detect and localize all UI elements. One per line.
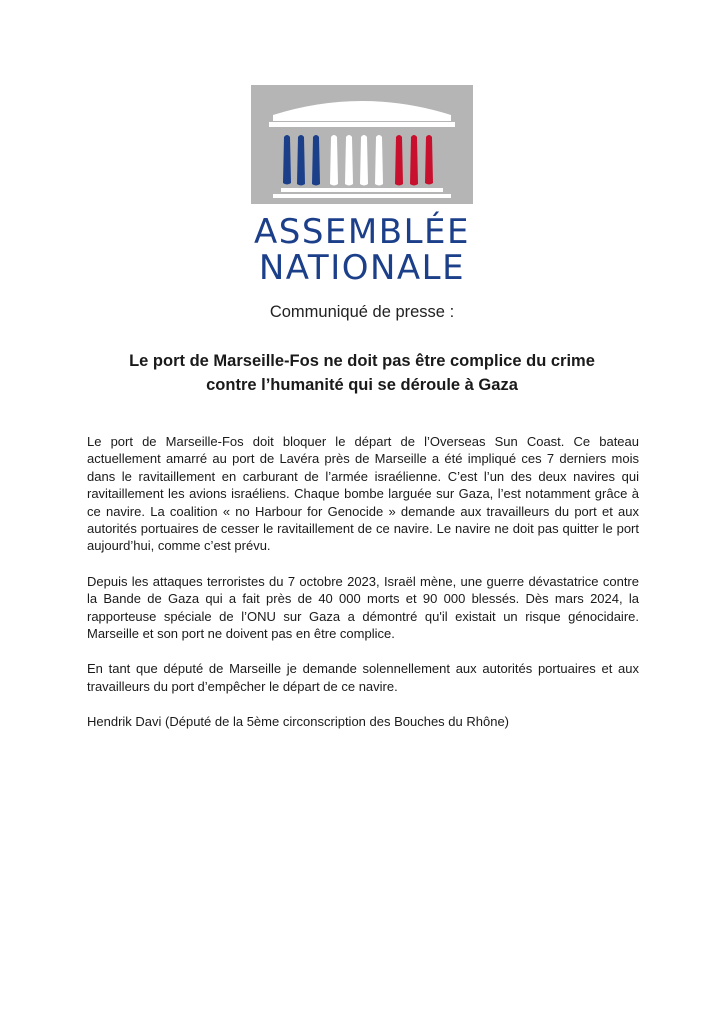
- body-paragraph-2: Depuis les attaques terroristes du 7 octobre 2023, Israël mène, une guerre dévastatrice contre la Bande de Gaza qui a fait près de 40 000 morts et 90 000 blessés. Dès mars 2024, la rapporteuse spéciale de l’ONU sur Gaza a démontré qu'il existait un risque génocidaire. Marseille et son port ne doivent pas en être complice.: [87, 573, 639, 642]
- assemblee-nationale-logo: [251, 85, 473, 288]
- press-release-body: [87, 433, 639, 749]
- title-line-2: contre l’humanité qui se déroule à Gaza: [206, 376, 518, 394]
- press-release-title: [92, 349, 632, 397]
- body-paragraph-3: En tant que député de Marseille je demande solennellement aux autorités portuaires et aux travailleurs du port d’empêcher le départ de ce navire.: [87, 661, 639, 694]
- hemicycle-emblem-graphic: [251, 85, 473, 204]
- logo-wordmark-line1: ASSEMBLÉE: [254, 212, 470, 252]
- body-paragraph-1: Le port de Marseille-Fos doit bloquer le départ de l’Overseas Sun Coast. Ce bateau actuellement amarré au port de Lavéra près de Marseille a été impliqué ces 7 derniers mois dans le ravitaillement en carburant de l’armée israélienne. C’est l’un des deux navires qui ravitaillement les avions israéliens. Chaque bombe larguée sur Gaza, l’est notamment grâce à ce navire. La coalition « no Harbour for Genocide » demande aux travailleurs du port et aux autorités portuaires de cesser le ravitaillement de ce navire. Le navire ne doit pas quitter le port aujourd’hui, comme c’est prévu.: [87, 434, 639, 554]
- logo-wordmark-line2: NATIONALE: [258, 248, 466, 288]
- signature: Hendrik Davi (Député de la 5ème circonscription des Bouches du Rhône): [87, 714, 509, 730]
- press-release-label: Communiqué de presse :: [269, 303, 455, 321]
- title-line-1: Le port de Marseille-Fos ne doit pas être complice du crime: [129, 352, 595, 370]
- hemicycle-emblem: [251, 85, 473, 204]
